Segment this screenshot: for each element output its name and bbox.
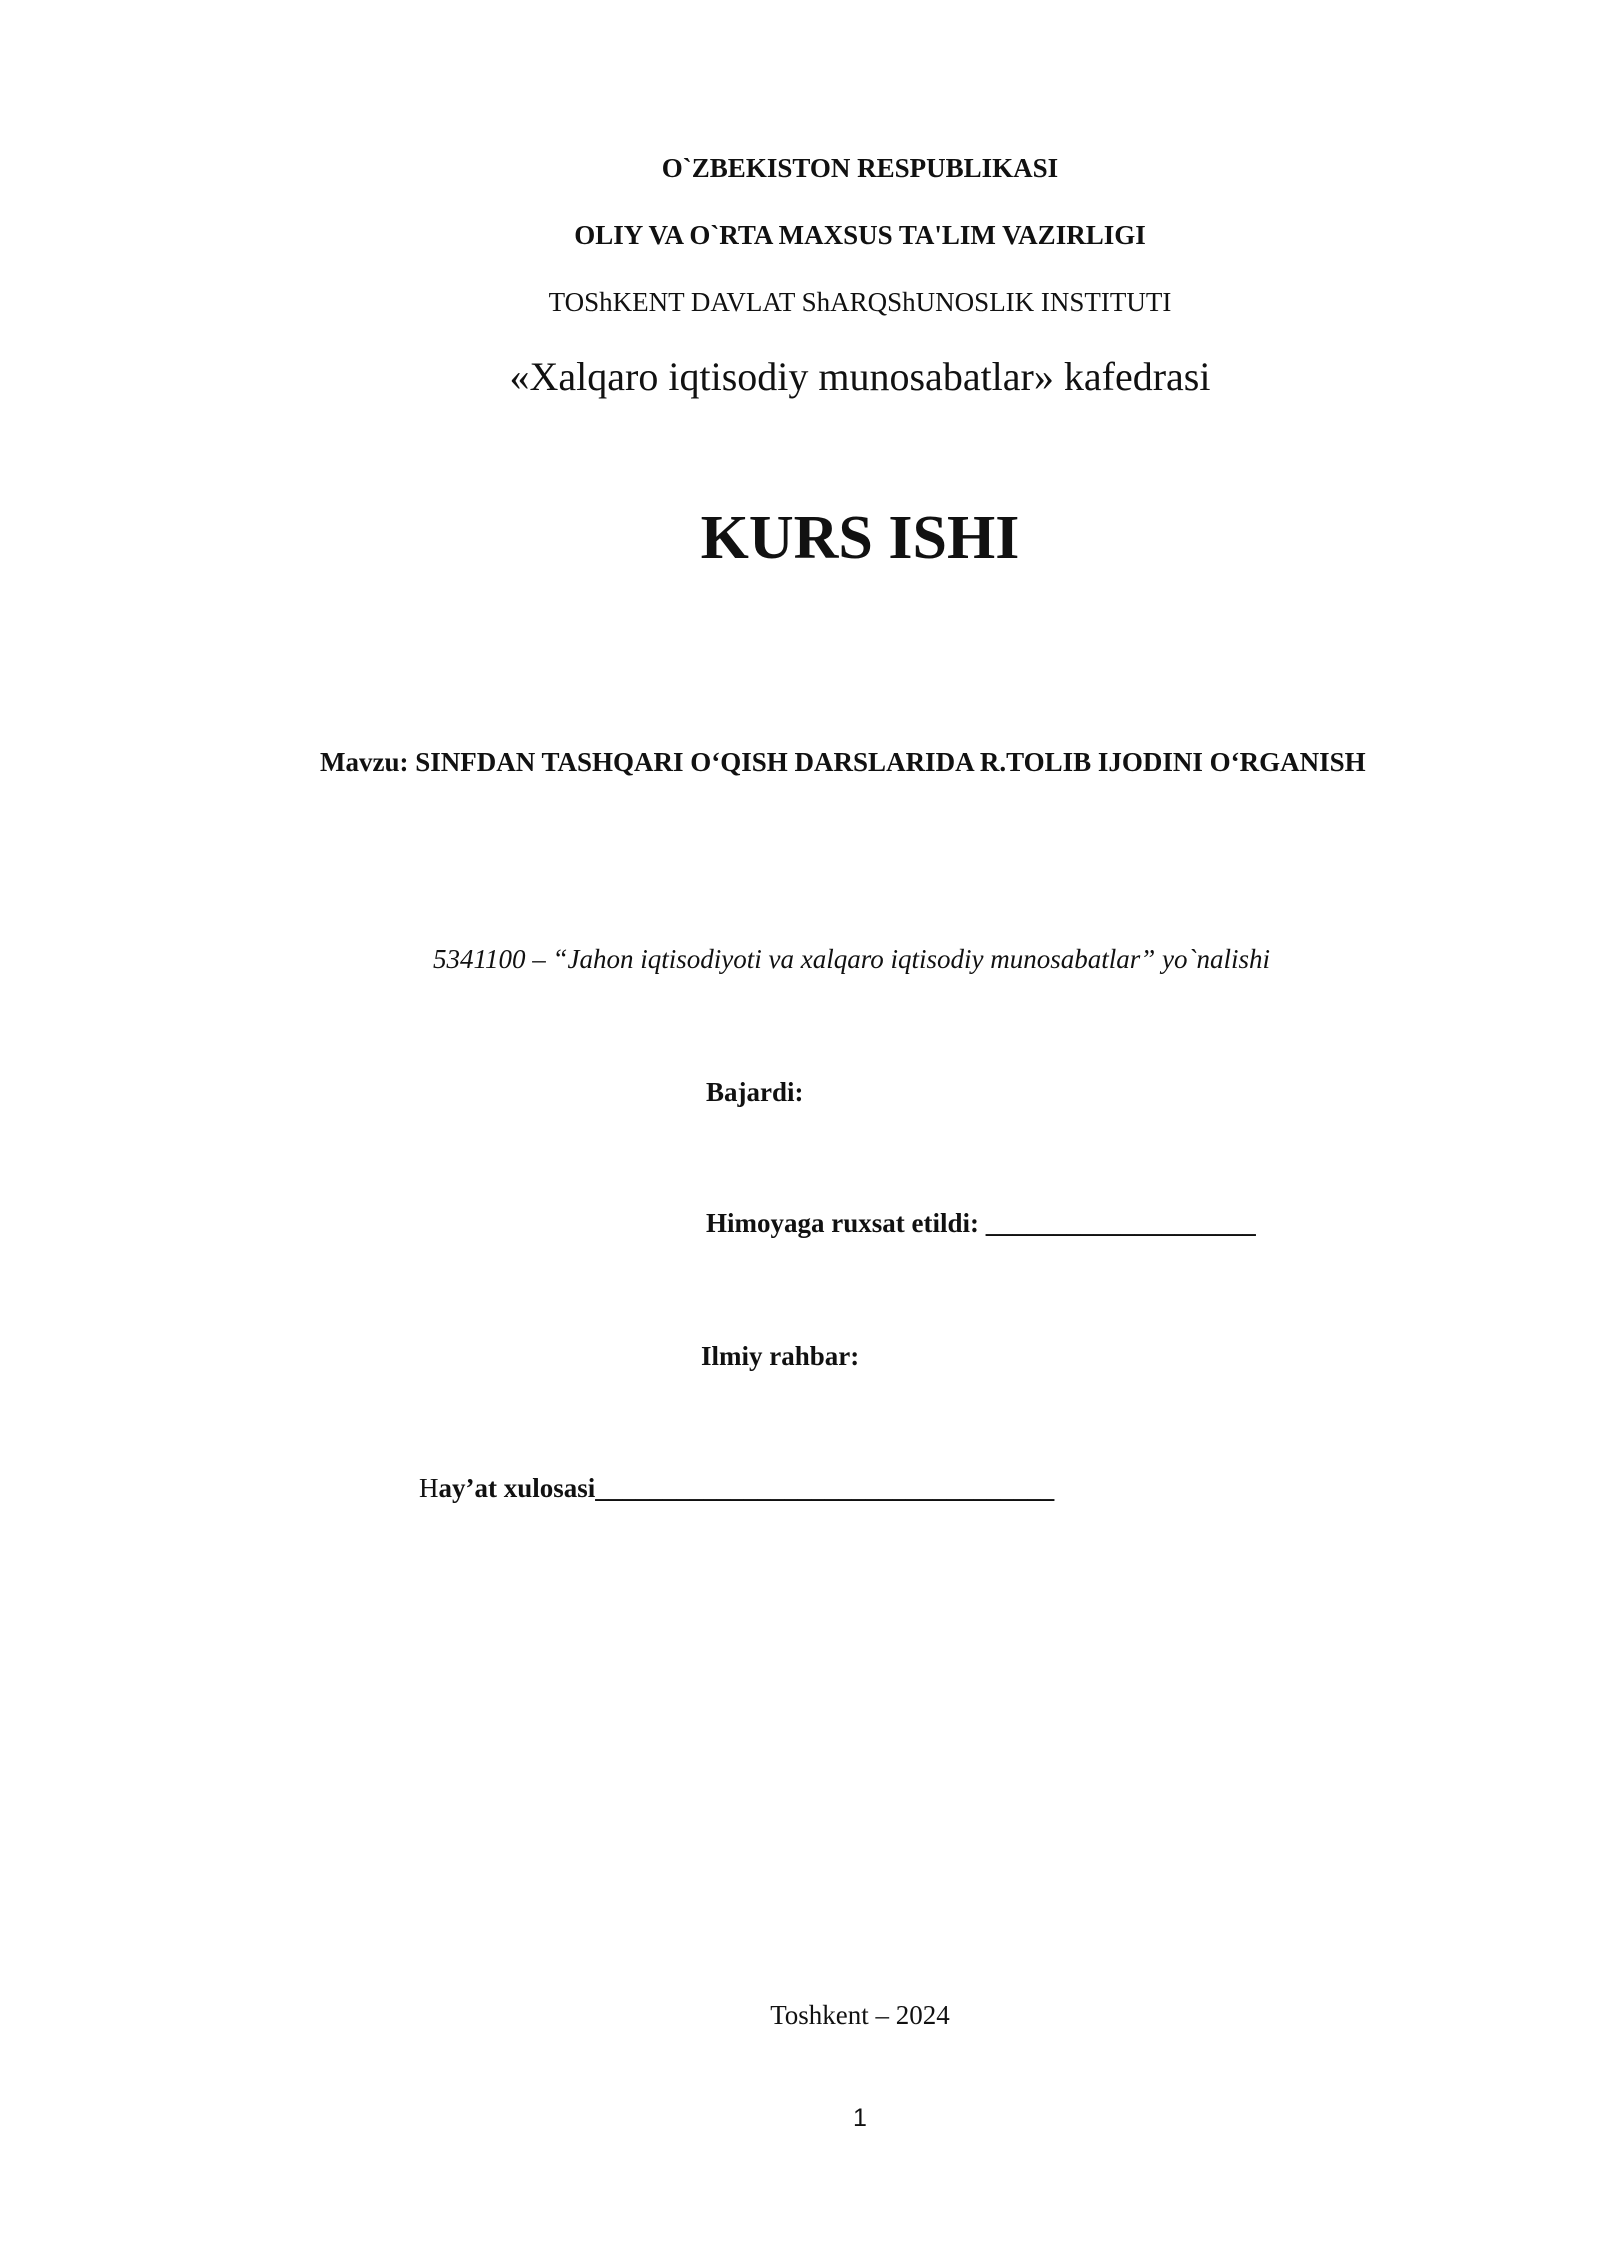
department-heading: «Xalqaro iqtisodiy munosabatlar» kafedrasi (509, 354, 1211, 399)
page-number: 1 (853, 2104, 867, 2132)
supervisor-label: Ilmiy rahbar: (701, 1341, 860, 1371)
city-year: Toshkent – 2024 (770, 2000, 950, 2030)
commission-conclusion-line (419, 1473, 1054, 1504)
commission-first-letter: H (419, 1473, 439, 1503)
republic-heading: O`ZBEKISTON RESPUBLIKASI (661, 153, 1059, 183)
topic-line: Mavzu: SINFDAN TASHQARI O‘QISH DARSLARIDA R.TOLIB IJODINI O‘RGANISH (320, 747, 1366, 777)
commission-label: ay’at xulosasi__________________________________ (438, 1473, 1055, 1503)
document-title: KURS ISHI (700, 504, 1020, 572)
ministry-heading: OLIY VA O`RTA MAXSUS TA'LIM VAZIRLIGI (574, 220, 1146, 250)
performed-by-label: Bajardi: (706, 1077, 804, 1107)
defense-allowed-line: Himoyaga ruxsat etildi: ____________________ (706, 1208, 1256, 1238)
specialty-line: 5341100 – “Jahon iqtisodiyoti va xalqaro iqtisodiy munosabatlar” yo`nalishi (433, 944, 1270, 974)
institute-heading: TOShKENT DAVLAT ShARQShUNOSLIK INSTITUTI (548, 287, 1172, 317)
